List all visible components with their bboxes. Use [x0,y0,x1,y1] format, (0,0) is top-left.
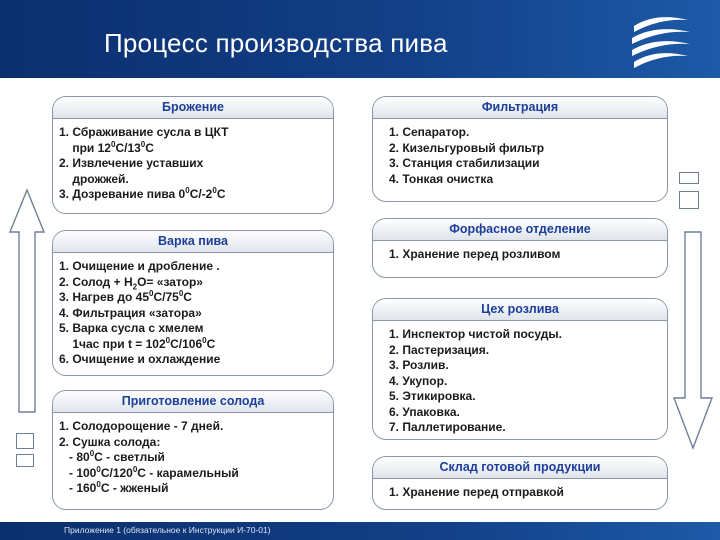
box-items [373,119,667,191]
list-item: 6. Очищение и охлаждение [59,352,221,366]
box-title: Приготовление солода [53,391,333,413]
list-item: 2. Кизельгуровый фильтр [389,140,545,155]
list-item: дрожжей. [59,171,129,186]
list-item: - $160^0С$ - жженый [59,480,169,495]
box-malt-preparation [52,390,334,510]
marker-square [679,172,699,184]
list-item: 3. Станция стабилизации [389,156,540,170]
list-item: 6. Упаковка. [389,404,460,419]
list-item: 1. Сбраживание сусла в ЦКТ [59,125,229,139]
box-brewing [52,230,334,376]
box-bottling [372,298,668,440]
box-title: Брожение [53,97,333,119]
box-items [373,321,667,440]
list-item: 1. Хранение перед розливом [389,247,561,261]
box-items [373,479,667,505]
box-items [373,241,667,267]
footer-note: Приложение 1 (обязательное к Инструкции И-70-01) [64,525,271,535]
list-item: 3. Розлив. [389,358,449,372]
marker-square [16,433,34,449]
marker-square [679,191,699,209]
list-item: 4. Тонкая очистка [389,171,494,186]
list-item: 1. Хранение перед отправкой [389,485,564,499]
box-title: Фильтрация [373,97,667,119]
page-title: Процесс производства пива [104,28,448,58]
list-item: 2. Сушка солода: [59,434,161,449]
box-items [53,119,333,207]
list-item: 2. Извлечение уставших [59,156,204,170]
list-item: 5. Этикировка. [389,389,476,403]
box-fermentation [52,96,334,214]
list-item: при $12^0С/13^0С$ [59,139,154,155]
list-item: 2. Солод + $Н_2О=$ «затор» [59,274,203,291]
list-item: 7. Паллетирование. [389,420,506,434]
box-filtration [372,96,668,202]
box-title: Склад готовой продукции [373,457,667,479]
list-item: 1. Инспектор чистой посуды. [389,327,562,341]
box-items [53,413,333,501]
box-title: Форфасное отделение [373,219,667,241]
list-item: 1. Очищение и дробление . [59,259,220,273]
box-items [53,253,333,372]
list-item: 3. Нагрев до $45^0С/75^0С$ [59,289,192,304]
box-title: Цех розлива [373,299,667,321]
box-warehouse [372,456,668,510]
list-item: 5. Варка сусла с хмелем [59,321,204,335]
list-item: - $80^0С$ - светлый [59,449,165,464]
list-item: 1. Сепаратор. [389,125,470,139]
box-pre-bottling [372,218,668,278]
list-item: 2. Пастеризация. [389,342,490,357]
list-item: - $100^0С/120^0С$ - карамельный [59,464,239,480]
list-item: 4. Фильтрация «затора» [59,305,202,320]
list-item: 1час при $t = 102^0С/106^0С$ [59,335,216,351]
footer-bar [0,522,720,540]
list-item: 4. Укупор. [389,373,448,388]
list-item: 1. Солодорощение - 7 дней. [59,419,224,433]
marker-square [16,454,34,467]
list-item: 3. Дозревание пива $0^0С/-2^0С$ [59,186,226,201]
box-title: Варка пива [53,231,333,253]
